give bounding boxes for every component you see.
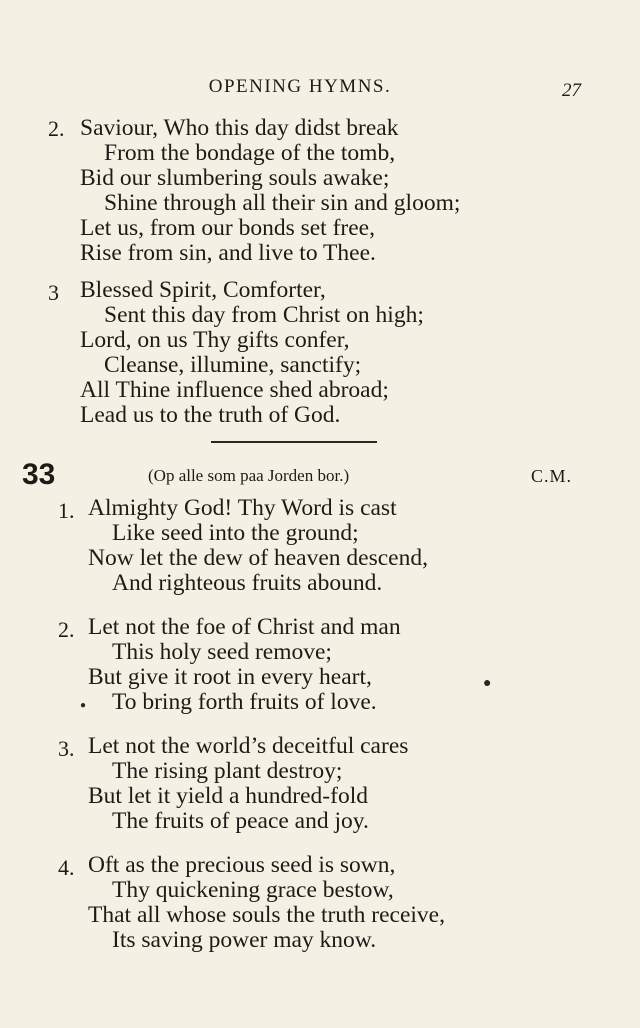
verse-line: Thy quickening grace bestow, — [112, 877, 394, 903]
verse-line: And righteous fruits abound. — [112, 570, 383, 596]
verse-line: Like seed into the ground; — [112, 520, 359, 546]
ink-speck: ● — [483, 676, 492, 691]
hymn-subtitle: (Op alle som paa Jorden bor.) — [148, 466, 350, 485]
verse-line: This holy seed remove; — [112, 639, 332, 665]
verse-number: 3. — [58, 736, 75, 761]
verse-line: Lord, on us Thy gifts confer, — [80, 327, 350, 353]
verse-line: Saviour, Who this day didst break — [80, 115, 399, 141]
verse-line: That all whose souls the truth receive, — [88, 902, 445, 928]
verse-number: 3 — [48, 280, 59, 305]
verse-number: 2. — [58, 617, 75, 642]
verse-line: But let it yield a hundred-fold — [88, 783, 368, 809]
verse-line: Blessed Spirit, Comforter, — [80, 277, 326, 303]
hymn-number: 33 — [22, 458, 56, 491]
verse-line: To bring forth fruits of love. — [112, 689, 377, 715]
verse-number: 2. — [48, 116, 65, 141]
verse-number: 1. — [58, 498, 75, 523]
verse-line: Its saving power may know. — [112, 927, 377, 953]
verse-line: The rising plant destroy; — [112, 758, 343, 784]
verse-line: Almighty God! Thy Word is cast — [88, 495, 397, 521]
verse-line: Now let the dew of heaven descend, — [88, 545, 428, 571]
section-divider — [211, 441, 377, 443]
verse-line: Shine through all their sin and gloom; — [104, 190, 461, 216]
verse-line: The fruits of peace and joy. — [112, 808, 369, 834]
verse-line: Let not the foe of Christ and man — [88, 614, 401, 640]
verse-line: All Thine influence shed abroad; — [80, 377, 389, 403]
verse-line: But give it root in every heart, — [88, 664, 372, 690]
verse-line: Rise from sin, and live to Thee. — [80, 240, 376, 266]
running-header: OPENING HYMNS. — [208, 76, 392, 97]
verse-line: Let not the world’s deceitful cares — [88, 733, 409, 759]
ink-speck: ● — [80, 700, 87, 711]
page-number: 27 — [562, 80, 581, 101]
verse-line: Oft as the precious seed is sown, — [88, 852, 396, 878]
verse-line: Sent this day from Christ on high; — [104, 302, 424, 328]
verse-line: Cleanse, illumine, sanctify; — [104, 352, 362, 378]
verse-line: Let us, from our bonds set free, — [80, 215, 375, 241]
verse-line: Lead us to the truth of God. — [80, 402, 341, 428]
hymn-meter: C.M. — [531, 466, 573, 486]
verse-line: From the bondage of the tomb, — [104, 140, 396, 166]
verse-number: 4. — [58, 855, 75, 880]
verse-line: Bid our slumbering souls awake; — [80, 165, 390, 191]
